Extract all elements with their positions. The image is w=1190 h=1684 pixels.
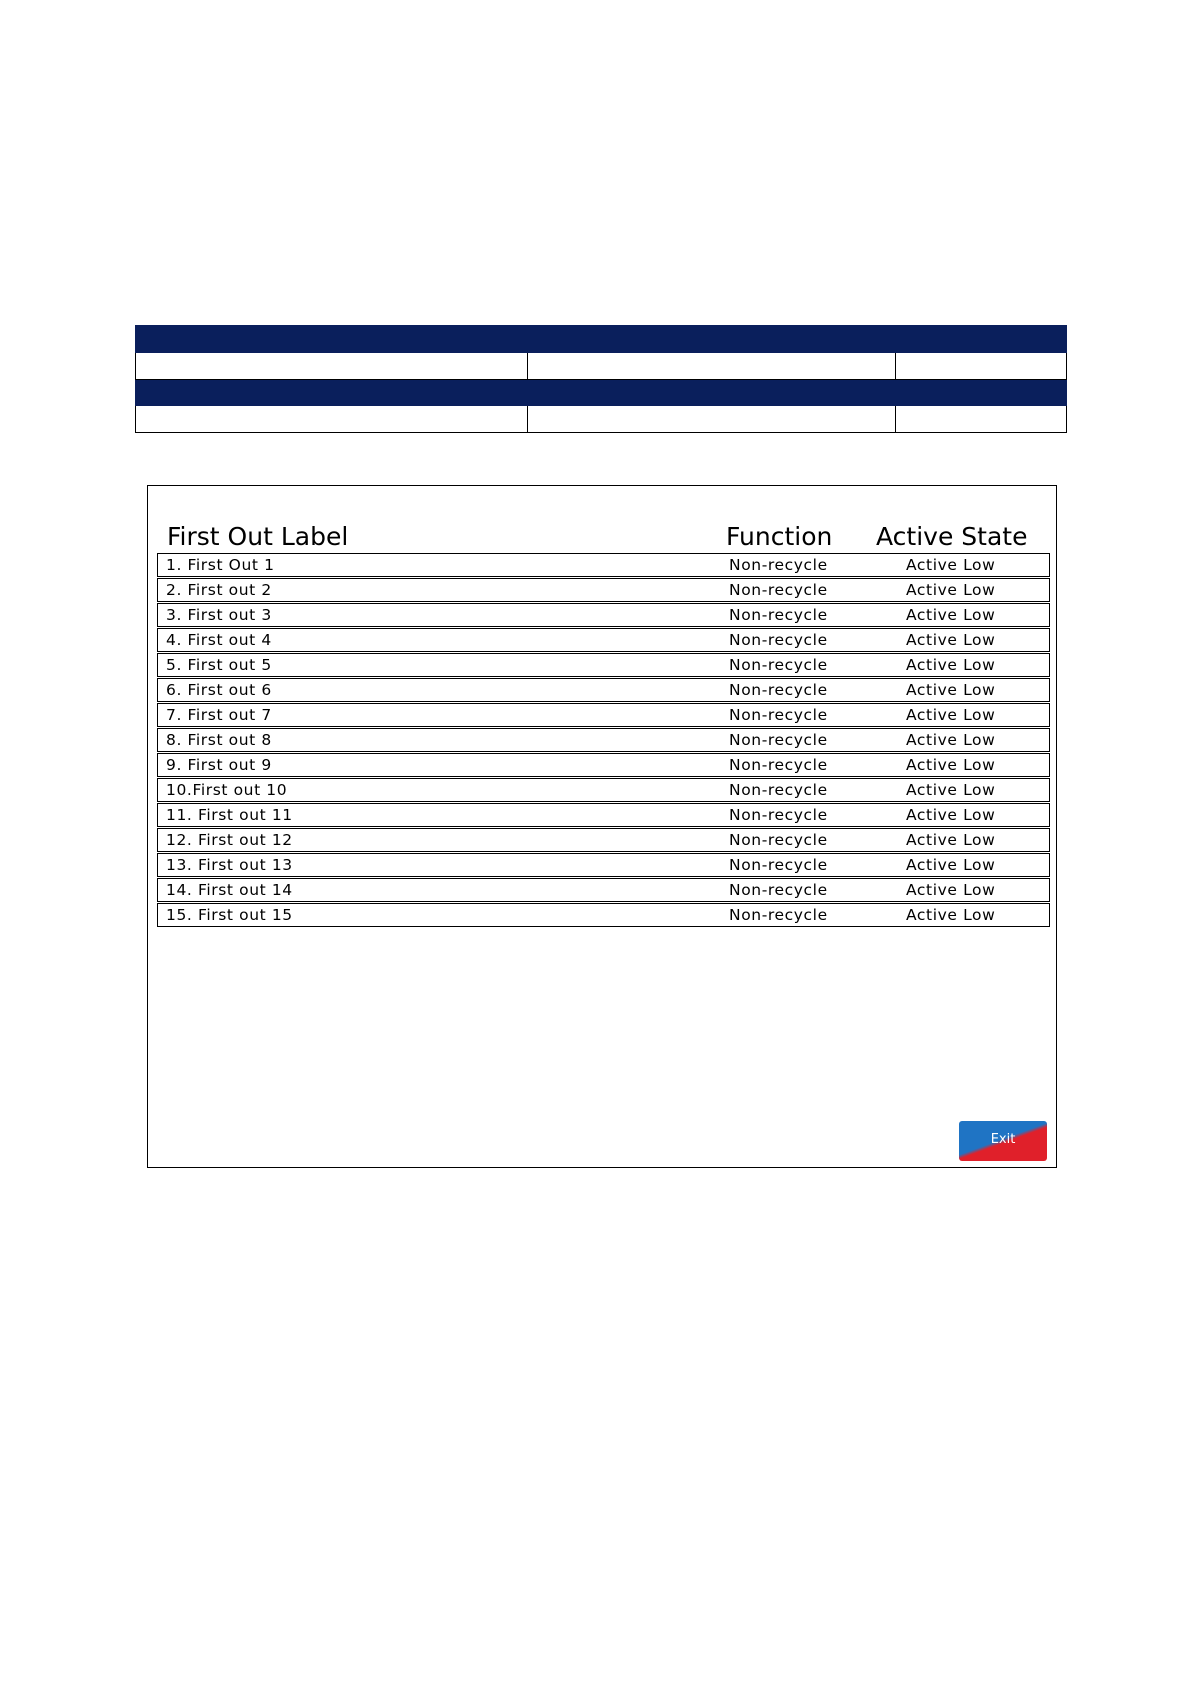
header-cell <box>528 406 896 433</box>
row-function: Non-recycle <box>729 856 828 874</box>
row-label: 6. First out 6 <box>166 681 272 699</box>
first-out-row[interactable] <box>157 653 1050 677</box>
row-label: 5. First out 5 <box>166 656 272 674</box>
first-out-row[interactable] <box>157 828 1050 852</box>
row-function: Non-recycle <box>729 731 828 749</box>
row-label: 14. First out 14 <box>166 881 293 899</box>
header-cell <box>896 352 1067 379</box>
row-label: 12. First out 12 <box>166 831 293 849</box>
header-cell <box>136 379 528 406</box>
row-label: 15. First out 15 <box>166 906 293 924</box>
exit-button-label: Exit <box>990 1132 1016 1147</box>
row-function: Non-recycle <box>729 756 828 774</box>
row-label: 9. First out 9 <box>166 756 272 774</box>
first-out-screen <box>147 485 1057 1168</box>
first-out-row[interactable] <box>157 853 1050 877</box>
row-active-state: Active Low <box>906 831 996 849</box>
row-label: 8. First out 8 <box>166 731 272 749</box>
column-header-active-state: Active State <box>876 522 1028 551</box>
row-active-state: Active Low <box>906 681 996 699</box>
row-function: Non-recycle <box>729 831 828 849</box>
row-function: Non-recycle <box>729 681 828 699</box>
header-cell <box>896 406 1067 433</box>
column-header-label: First Out Label <box>167 522 349 551</box>
first-out-row[interactable] <box>157 803 1050 827</box>
row-active-state: Active Low <box>906 906 996 924</box>
row-active-state: Active Low <box>906 756 996 774</box>
header-cell <box>136 352 528 379</box>
first-out-row[interactable] <box>157 753 1050 777</box>
row-function: Non-recycle <box>729 806 828 824</box>
row-active-state: Active Low <box>906 856 996 874</box>
row-active-state: Active Low <box>906 556 996 574</box>
row-active-state: Active Low <box>906 656 996 674</box>
header-table-row-dark <box>136 379 1067 406</box>
row-function: Non-recycle <box>729 581 828 599</box>
exit-button[interactable] <box>959 1121 1047 1161</box>
row-function: Non-recycle <box>729 606 828 624</box>
row-active-state: Active Low <box>906 706 996 724</box>
row-label: 4. First out 4 <box>166 631 272 649</box>
row-function: Non-recycle <box>729 906 828 924</box>
row-function: Non-recycle <box>729 656 828 674</box>
header-cell <box>528 326 896 353</box>
column-header-function: Function <box>726 522 833 551</box>
row-active-state: Active Low <box>906 731 996 749</box>
header-table-row <box>136 352 1067 379</box>
row-active-state: Active Low <box>906 881 996 899</box>
first-out-row[interactable] <box>157 703 1050 727</box>
header-table-row-dark <box>136 326 1067 353</box>
row-function: Non-recycle <box>729 556 828 574</box>
row-label: 2. First out 2 <box>166 581 272 599</box>
header-cell <box>896 379 1067 406</box>
header-cell <box>136 326 528 353</box>
row-active-state: Active Low <box>906 606 996 624</box>
row-function: Non-recycle <box>729 631 828 649</box>
first-out-row[interactable] <box>157 728 1050 752</box>
document-header-table <box>135 325 1067 433</box>
first-out-list <box>157 553 1050 928</box>
row-function: Non-recycle <box>729 781 828 799</box>
row-label: 1. First Out 1 <box>166 556 275 574</box>
first-out-row[interactable] <box>157 553 1050 577</box>
first-out-row[interactable] <box>157 578 1050 602</box>
header-cell <box>136 406 528 433</box>
first-out-row[interactable] <box>157 878 1050 902</box>
row-active-state: Active Low <box>906 781 996 799</box>
row-label: 3. First out 3 <box>166 606 272 624</box>
first-out-row[interactable] <box>157 628 1050 652</box>
row-active-state: Active Low <box>906 806 996 824</box>
row-active-state: Active Low <box>906 581 996 599</box>
header-cell <box>528 352 896 379</box>
header-cell <box>528 379 896 406</box>
first-out-row[interactable] <box>157 778 1050 802</box>
row-label: 13. First out 13 <box>166 856 293 874</box>
header-cell <box>896 326 1067 353</box>
row-label: 7. First out 7 <box>166 706 272 724</box>
row-label: 10.First out 10 <box>166 781 288 799</box>
header-table-row <box>136 406 1067 433</box>
first-out-row[interactable] <box>157 903 1050 927</box>
row-active-state: Active Low <box>906 631 996 649</box>
row-function: Non-recycle <box>729 881 828 899</box>
first-out-row[interactable] <box>157 603 1050 627</box>
first-out-row[interactable] <box>157 678 1050 702</box>
row-function: Non-recycle <box>729 706 828 724</box>
row-label: 11. First out 11 <box>166 806 293 824</box>
